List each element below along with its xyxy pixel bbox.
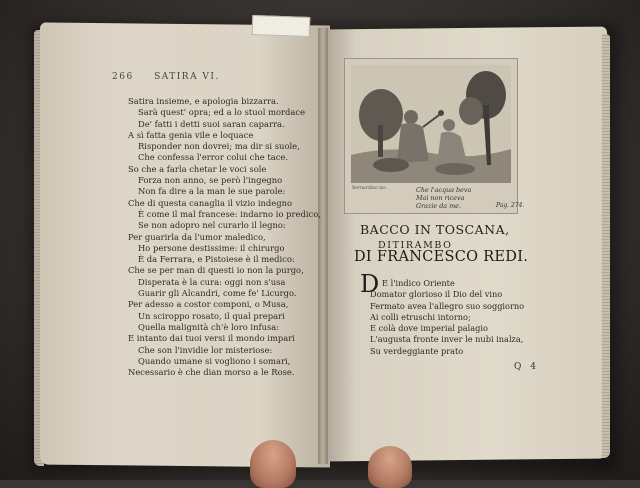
poem-line: Se non adopro nel curarlo il legno: <box>138 220 286 231</box>
poem-line: So che a farla chetar le voci sole <box>128 163 267 174</box>
right-page-stack-edge <box>602 34 610 458</box>
title-ditirambo: DITIRAMBO <box>378 240 453 251</box>
verse-line: E colà dove imperial palagio <box>370 323 488 334</box>
poem-line: Quella malignità ch'è loro infusa: <box>138 321 280 332</box>
drop-cap: D <box>360 270 380 298</box>
bacchus-scene-icon <box>351 65 511 183</box>
satira-poem <box>128 96 321 378</box>
poem-line: Che son l'invidie lor misteriose: <box>138 344 273 355</box>
verse-line: L'augusta fronte inver le nubi inalza, <box>370 334 524 345</box>
verse-line: Su verdeggiante prato <box>370 345 464 356</box>
caption-line-2: Mai non riceva <box>416 194 465 202</box>
right-thumb <box>368 446 412 488</box>
poem-line: Risponder non dovrei; ma dir si suole, <box>138 141 300 152</box>
caption-line-1: Che l'acqua beva <box>416 186 472 194</box>
verse-line: Fermato avea l'allegro suo soggiorno <box>370 300 525 311</box>
paper-tab <box>252 15 311 37</box>
poem-line: Satira insieme, e apologia bizzarra. <box>128 96 279 106</box>
title-author: DI FRANCESCO REDI. <box>354 249 529 265</box>
poem-line: Sarà quest' opra; ed a lo stuol mordace <box>138 107 306 118</box>
poem-line: È come il mal francese: indarno io predico, <box>138 208 321 219</box>
verse-line: E l'indico Oriente <box>382 278 455 288</box>
poem-line: A sì fatta genia vile e loquace <box>128 129 254 140</box>
running-title: SATIRA VI. <box>154 72 220 82</box>
poem-line: Necessario è che dian morso a le Rose. <box>128 367 295 378</box>
poem-line: E intanto dai tuoi versi il mondo impari <box>128 333 295 344</box>
poem-line: Forza non anno, se però l'ingegno <box>138 175 283 186</box>
ditirambo-text <box>370 278 524 357</box>
poem-line: Per adesso a costor componi, o Musa, <box>128 299 289 310</box>
left-page-header <box>112 72 220 82</box>
left-thumb <box>250 440 296 488</box>
poem-line: Quando umane si vogliono i somari, <box>138 355 291 366</box>
title-bacco: BACCO IN TOSCANA, <box>360 222 510 237</box>
engraver-credit: Bernardino inc. <box>352 186 388 191</box>
poem-line: Per guarirla da l'umor maledico, <box>128 231 266 242</box>
book-gutter <box>318 28 328 464</box>
verse-line: Ai colli etruschi intorno; <box>370 311 471 322</box>
page-number: 266 <box>112 72 134 82</box>
poem-line: Che se per man di questi io non la purgo, <box>128 265 304 276</box>
poem-line: Guarir gli Alcandri, come fe' Licurgo. <box>138 288 297 299</box>
poem-line: Che di questa canaglia il vizio indegno <box>128 197 293 208</box>
poem-line: Un sciroppo rosato, il qual prepari <box>138 310 285 321</box>
poem-line: È da Ferrara, e Pistoiese è il medico: <box>138 254 295 265</box>
poem-line: De' fatti i detti suoi saran caparra. <box>138 118 285 129</box>
page-reference: Pag. 274. <box>496 202 525 209</box>
caption-line-3: Grazie da me. <box>416 202 461 210</box>
poem-line: Disperata è la cura: oggi non s'usa <box>138 276 286 287</box>
poem-line: Ho persone destissime: il chirurgo <box>138 242 285 253</box>
poem-line: Non fa dire a la man le sue parole: <box>138 186 286 197</box>
signature-mark: Q 4 <box>514 362 539 372</box>
poem-line: Che confessa l'error colui che tace. <box>138 152 289 163</box>
verse-line: Domator glorioso il Dio del vino <box>370 289 503 300</box>
